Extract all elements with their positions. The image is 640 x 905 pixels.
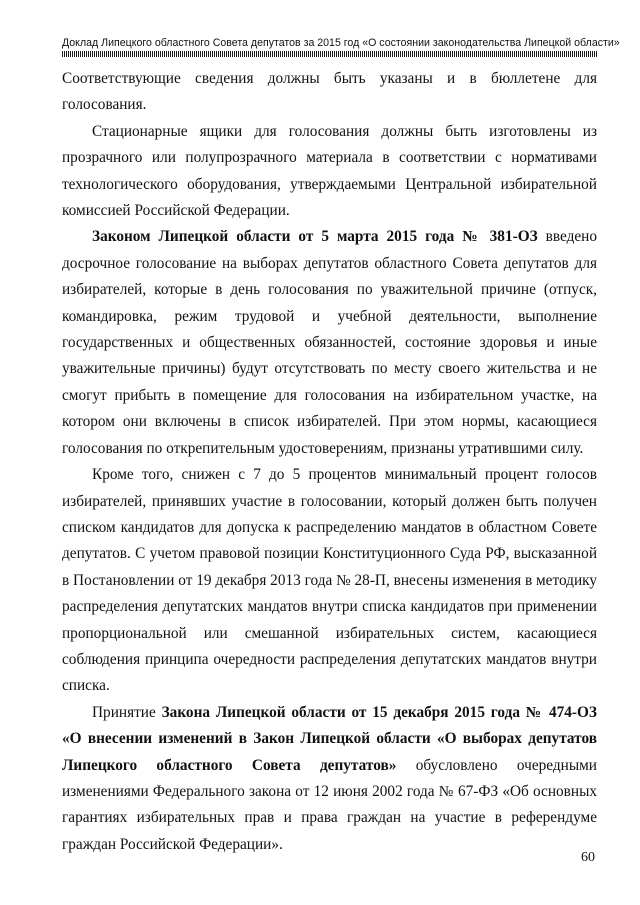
document-body [62,66,597,858]
paragraph-text: введено досрочное голосование на выборах депутатов областного Совета депутатов для избирателей, которые в день голосования по уважительной причине (отпуск, командировка, режим трудовой и учебной деятельности, выполнение государственных и общественных обязанностей, состояние здоровья и иные уважительные причины) будут отсутствовать по месту своего жительства и не смогут прибыть в помещение для голосования на избирательном участке, на котором они включены в список избирателей. При этом нормы, касающиеся голосования по открепительным удостоверениям, признаны утратившими силу. [62,228,597,457]
paragraph-text: Принятие [92,703,162,721]
paragraph [62,700,597,858]
law-reference: Законом Липецкой области от 5 марта 2015 года № 381-ОЗ [92,228,538,246]
paragraph [62,224,597,462]
law-reference: Закона Липецкой области от 15 декабря 2015 года № 474-ОЗ «О внесении изменений в Закон Липецкой области «О выборах депутатов Липецкого областного Совета депутатов» [62,703,597,774]
paragraph-text: обусловлено очередными изменениями Федерального закона от 12 июня 2002 года № 67-ФЗ «Об основных гарантиях избирательных прав и права граждан на участие в референдуме граждан Российской Федерации». [62,756,597,853]
running-header: Доклад Липецкого областного Совета депутатов за 2015 год «О состоянии законодательства Липецкой области» [62,37,620,49]
header-rule [62,51,597,57]
paragraph: Соответствующие сведения должны быть указаны и в бюллетене для голосования. [62,70,597,114]
paragraph: Кроме того, снижен с 7 до 5 процентов минимальный процент голосов избирателей, принявших участие в голосовании, который должен быть получен списком кандидатов для допуска к распределению мандатов в областном Совете депутатов. С учетом правовой позиции Конституционного Суда РФ, высказанной в Постановлении от 19 декабря 2013 года № 28-П, внесены изменения в методику распределения депутатских мандатов внутри списка кандидатов при применении пропорциональной или смешанной избирательных систем, касающиеся соблюдения принципа очередности распределения депутатских мандатов внутри списка. [62,466,597,695]
page-number: 60 [581,850,595,865]
paragraph: Стационарные ящики для голосования должны быть изготовлены из прозрачного или полупрозрачного материала в соответствии с нормативами технологического оборудования, утверждаемыми Центральной избирательной комиссией Российской Федерации. [62,122,597,220]
